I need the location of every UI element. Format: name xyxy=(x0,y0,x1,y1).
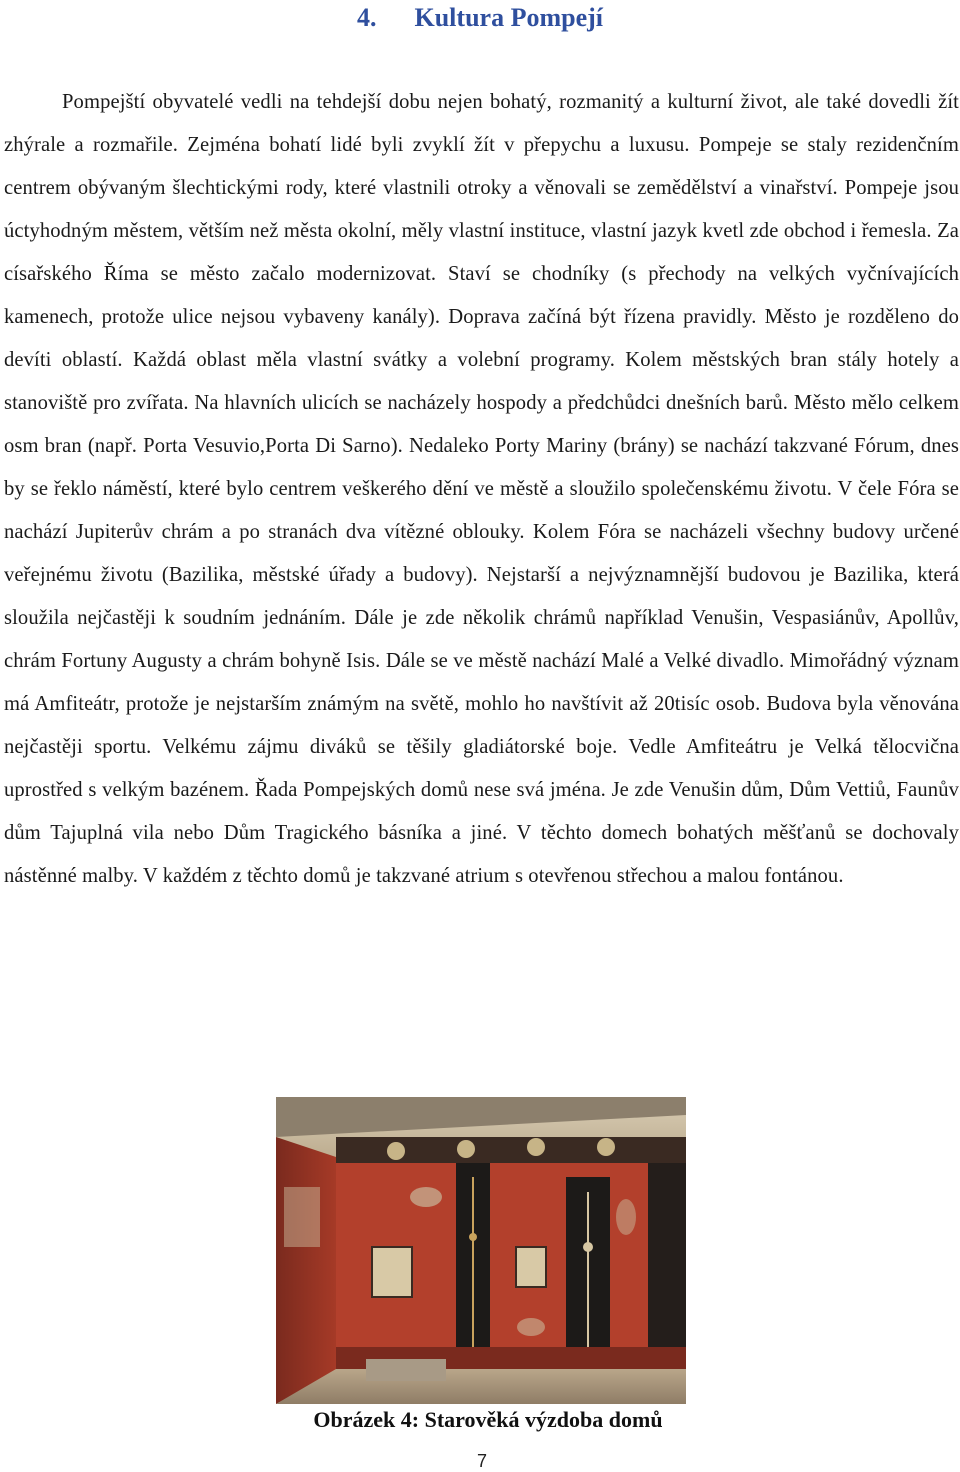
page-number: 7 xyxy=(476,1451,487,1471)
figure-caption: Obrázek 4: Starověká výzdoba domů xyxy=(313,1407,663,1432)
body-paragraph: Pompejští obyvatelé vedli na tehdejší dobu nejen bohatý, rozmanitý a kulturní život, ale také dovedli žít zhýrale a rozmařile. Zejména bohatí lidé byli zvyklí žít v přepychu a luxusu. Pompeje se staly rezidenčním centrem obývaným šlechtickými rody, které vlastnili otroky a věnovali se zemědělství a vinařství. Pompeje jsou úctyhodným městem, větším než města okolní, měly vlastní instituce, vlastní jazyk kvetl zde obchod i řemesla. Za císařského Říma se město začalo modernizovat. Staví se chodníky (s přechody na velkých vyčnívajících kamenech, protože ulice nejsou vybaveny kanály). Doprava začíná být řízena pravidly. Město je rozděleno do devíti oblastí. Každá oblast měla vlastní svátky a volební programy. Kolem městských bran stály hotely a stanoviště pro zvířata. Na hlavních ulicích se nacházely hospody a předchůdci dnešních barů. Město mělo celkem osm bran (např. Porta Vesuvio,Porta Di Sarno). Nedaleko Porty Mariny (brány) se nachází takzvané Fórum, dnes by se řeklo náměstí, které bylo centrem veškerého dění ve městě a sloužilo společenskému životu. V čele Fóra se nachází Jupiterův chrám a po stranách dva vítězné oblouky. Kolem Fóra se nacházeli všechny budovy určené veřejnému životu (Bazilika, městské úřady a budovy). Nejstarší a nejvýznamnější budovou je Bazilika, která sloužila nejčastěji k soudním jednáním. Dále je zde několik chrámů například Venušin, Vespasiánův, Apollův, chrám Fortuny Augusty a chrám bohyně Isis. Dále se ve městě nachází Malé a Velké divadlo. Mimořádný význam má Amfiteátr, protože je nejstarším známým na světě, mohlo ho navštívit až 20tisíc osob. Budova byla věnována nejčastěji sportu. Velkému zájmu diváků se těšily gladiátorské boje. Vedle Amfiteátru je Velká tělocvična uprostřed s velkým bazénem. Řada Pompejských domů nese svá jména. Je zde Venušin dům, Dům Vettiů, Faunův dům Tajuplná vila nebo Dům Tragického básníka a jiné. V těchto domech bohatých měšťanů se dochovaly nástěnné malby. V každém z těchto domů je takzvané atrium s otevřenou střechou a malou fontánou. xyxy=(4,91,959,887)
section-heading xyxy=(0,2,960,34)
section-title: Kultura Pompejí xyxy=(414,3,603,32)
section-number: 4. xyxy=(357,3,377,32)
fresco-photo xyxy=(276,1097,686,1404)
